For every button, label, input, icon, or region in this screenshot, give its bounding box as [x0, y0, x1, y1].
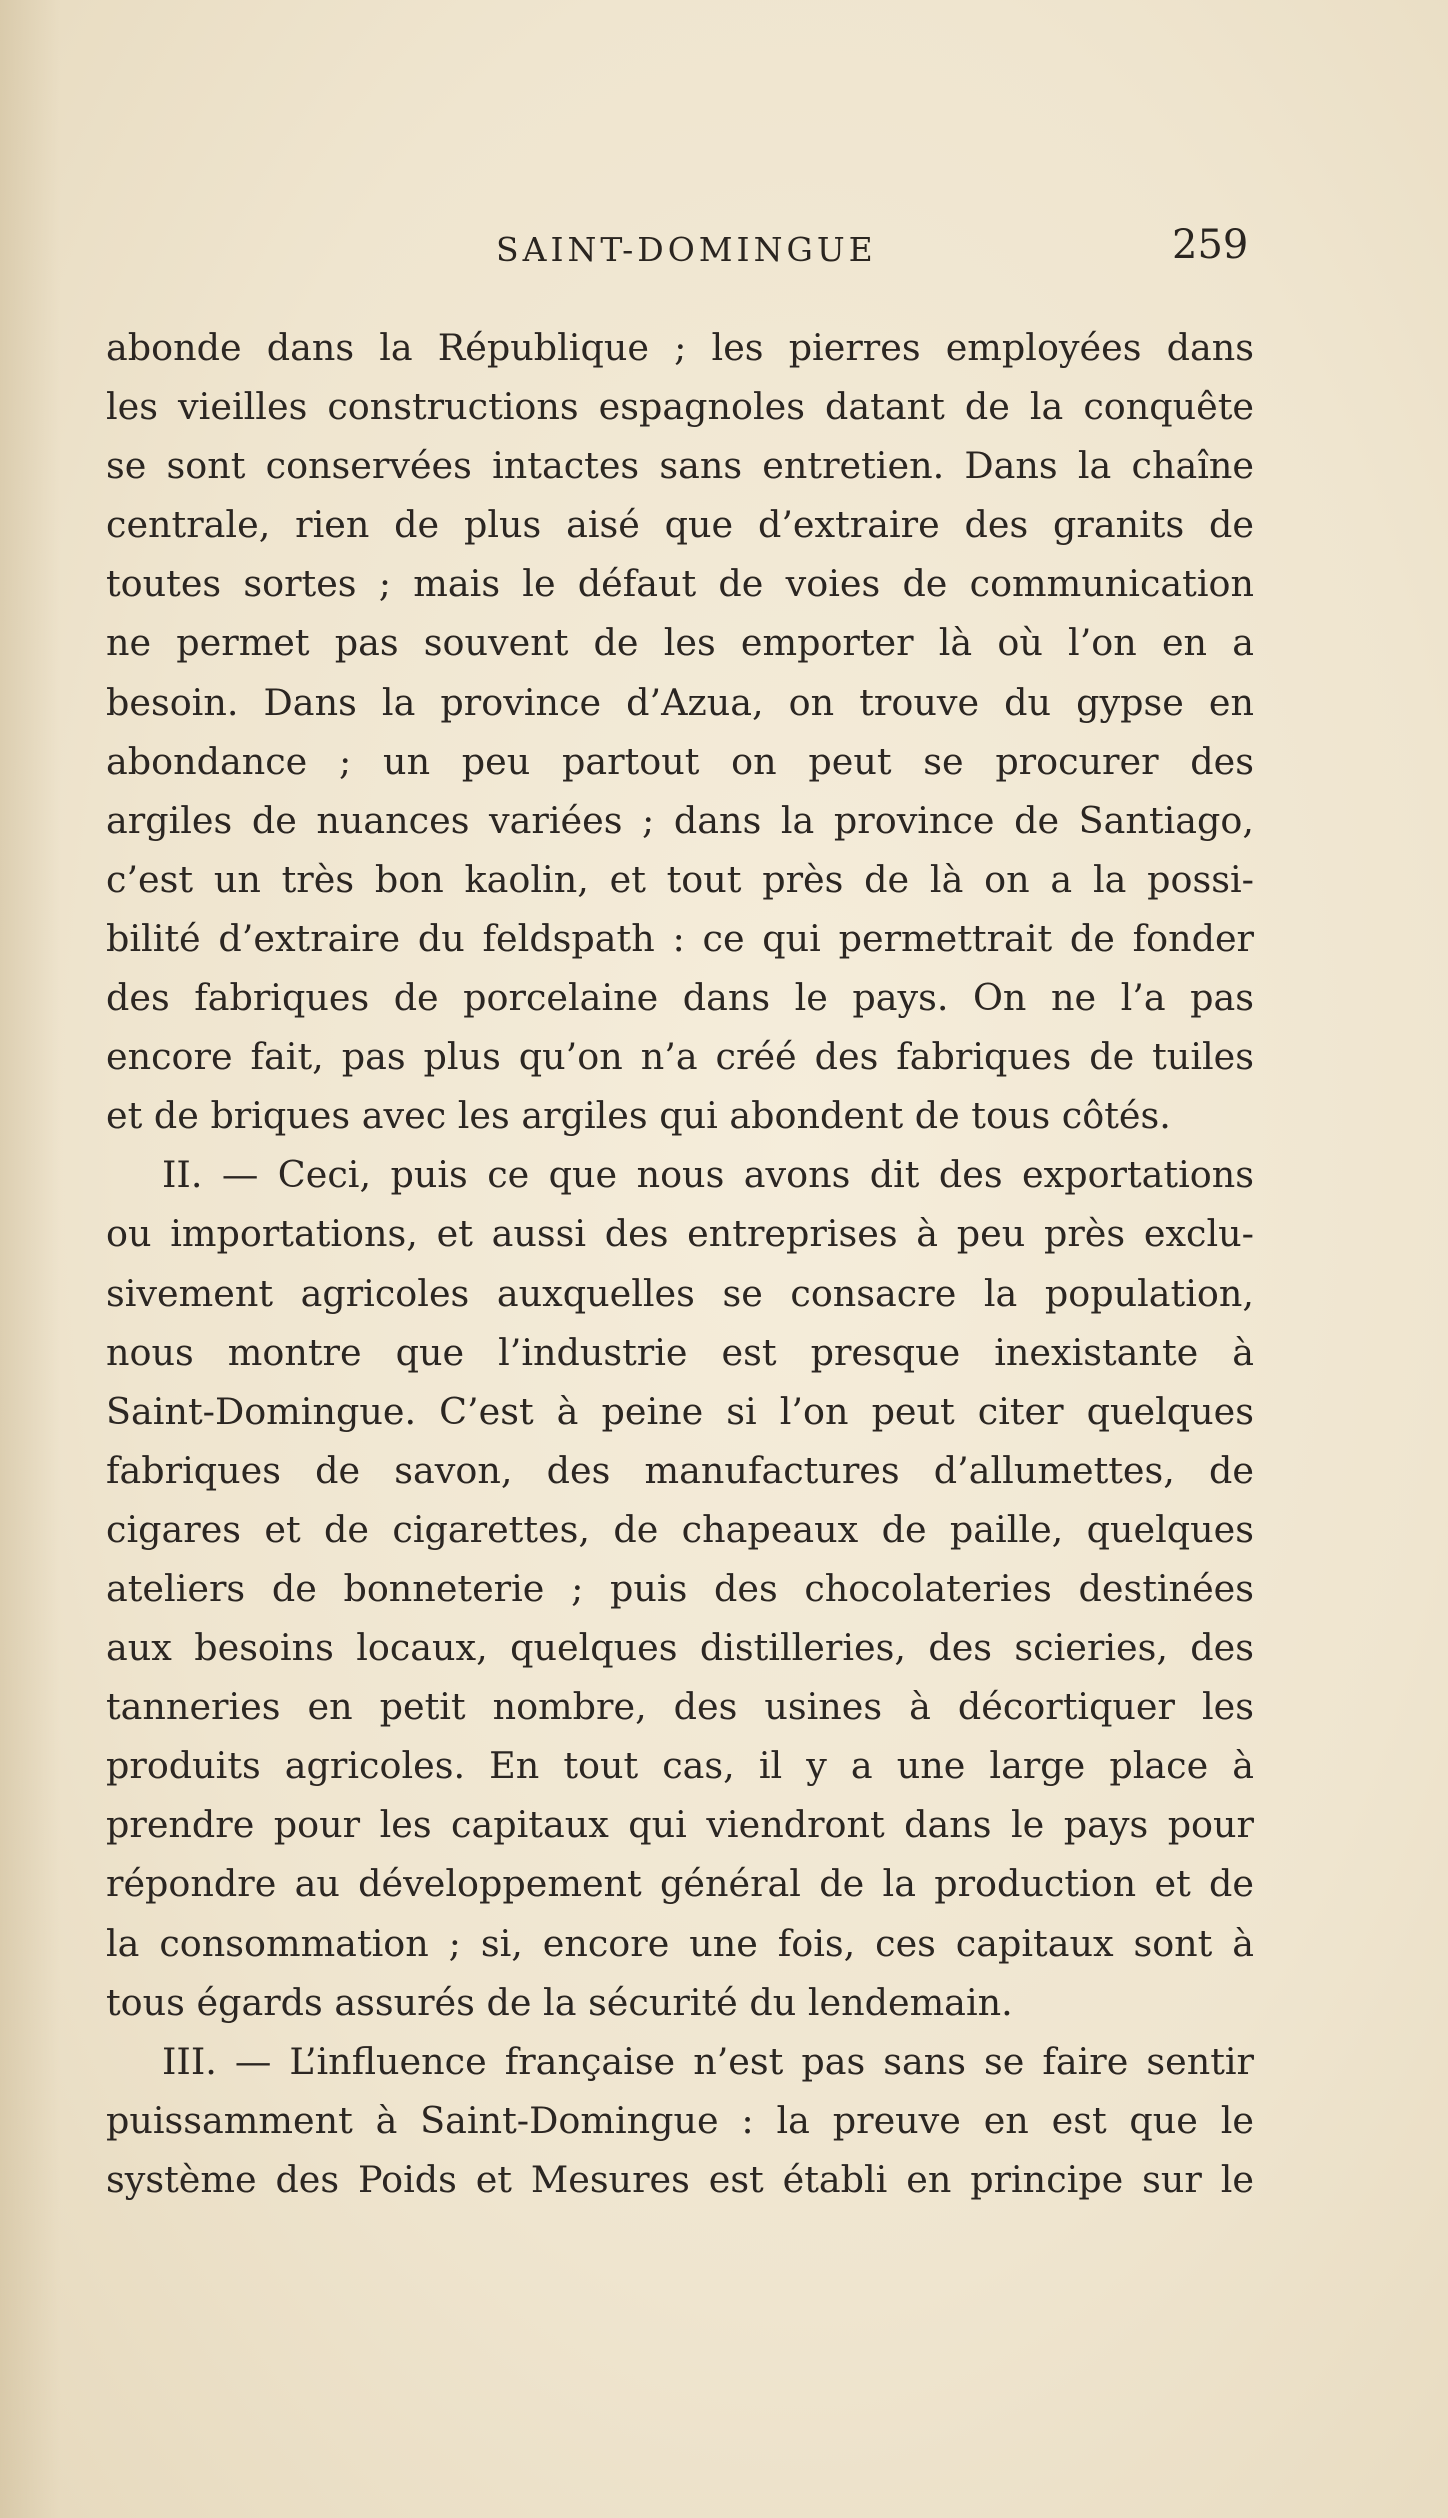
paragraph-start-line: II. — Ceci, puis ce que nous avons dit des exportations [162, 1153, 1254, 1197]
text-line: c’est un très bon kaolin, et tout près de là on a la possi- [106, 857, 1254, 901]
text-line: besoin. Dans la province d’Azua, on trouve du gypse en [106, 680, 1254, 724]
text-line: centrale, rien de plus aisé que d’extraire des granits de [106, 503, 1254, 547]
text-line: Saint-Domingue. C’est à peine si l’on peut citer quelques [106, 1389, 1254, 1433]
text-line: la consommation ; si, encore une fois, ces capitaux sont à [106, 1921, 1254, 1965]
text-line: nous montre que l’industrie est presque inexistante à [106, 1330, 1254, 1374]
paragraph-end-line: et de briques avec les argiles qui abondent de tous côtés. [106, 1094, 1171, 1138]
page-header [0, 222, 1448, 272]
text-line: puissamment à Saint-Domingue : la preuve en est que le [106, 2098, 1254, 2142]
text-line: encore fait, pas plus qu’on n’a créé des fabriques de tuiles [106, 1035, 1254, 1079]
text-line: toutes sortes ; mais le défaut de voies de communication [106, 562, 1254, 606]
text-line: ateliers de bonneterie ; puis des chocolateries destinées [106, 1566, 1254, 1610]
text-line: abondance ; un peu partout on peut se procurer des [106, 739, 1254, 783]
paragraph-end-line: tous égards assurés de la sécurité du lendemain. [106, 1980, 1013, 2024]
text-line: prendre pour les capitaux qui viendront dans le pays pour [106, 1803, 1254, 1847]
text-line: sivement agricoles auxquelles se consacre la population, [106, 1271, 1254, 1315]
running-title: SAINT-DOMINGUE [496, 230, 877, 269]
paragraph-start-line: III. — L’influence française n’est pas sans se faire sentir [162, 2039, 1254, 2083]
text-line: système des Poids et Mesures est établi en principe sur le [106, 2157, 1254, 2201]
text-line: les vieilles constructions espagnoles datant de la conquête [106, 385, 1254, 429]
text-line: argiles de nuances variées ; dans la province de Santiago, [106, 798, 1254, 842]
text-line: répondre au développement général de la production et de [106, 1862, 1254, 1906]
text-line: aux besoins locaux, quelques distilleries, des scieries, des [106, 1626, 1254, 1670]
body-text [106, 318, 1254, 2209]
text-line: bilité d’extraire du feldspath : ce qui permettrait de fonder [106, 916, 1254, 960]
text-line: produits agricoles. En tout cas, il y a une large place à [106, 1744, 1254, 1788]
text-line: tanneries en petit nombre, des usines à décortiquer les [106, 1685, 1254, 1729]
text-line: se sont conservées intactes sans entretien. Dans la chaîne [106, 444, 1254, 488]
text-line: abonde dans la République ; les pierres employées dans [106, 326, 1254, 369]
text-line: ou importations, et aussi des entreprises à peu près exclu- [106, 1212, 1254, 1256]
page-number: 259 [1172, 222, 1249, 268]
text-line: des fabriques de porcelaine dans le pays. On ne l’a pas [106, 976, 1254, 1020]
text-line: fabriques de savon, des manufactures d’allumettes, de [106, 1448, 1254, 1492]
text-line: cigares et de cigarettes, de chapeaux de paille, quelques [106, 1507, 1254, 1551]
text-line: ne permet pas souvent de les emporter là où l’on en a [106, 621, 1254, 665]
